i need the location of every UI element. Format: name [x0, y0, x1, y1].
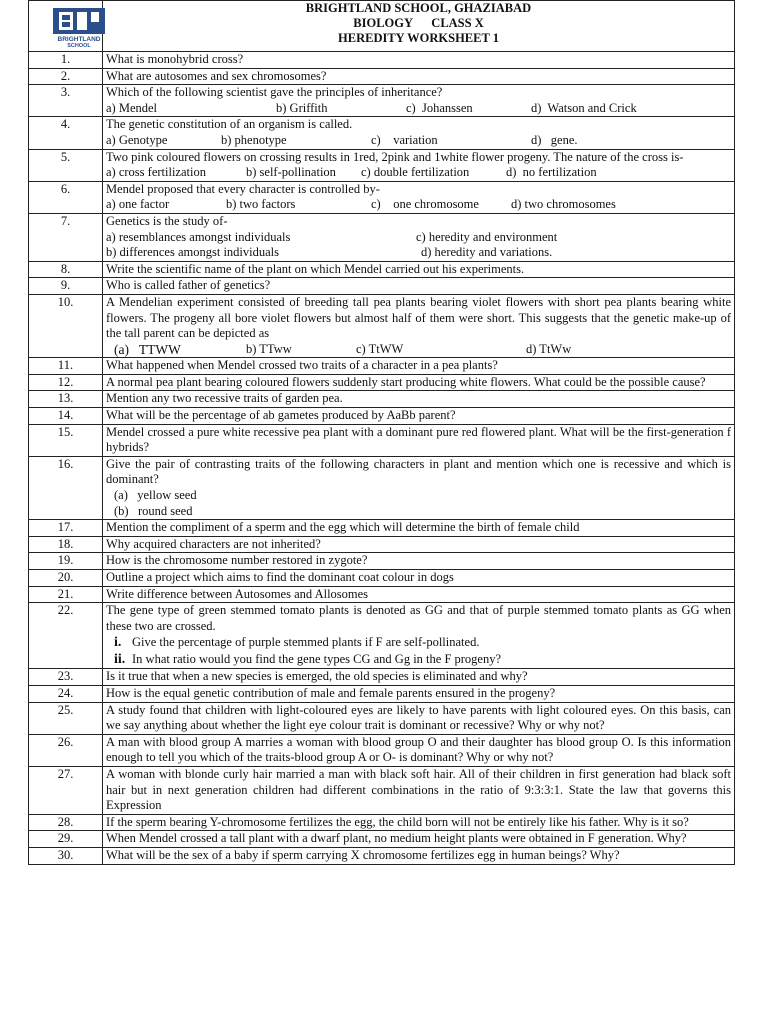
question-cell	[103, 117, 735, 149]
question-text: What are autosomes and sex chromosomes?	[106, 68, 327, 83]
question-row	[29, 553, 735, 570]
question-number: 11.	[29, 358, 103, 375]
option: d) Watson and Crick	[531, 100, 637, 115]
question-text: A normal pea plant bearing coloured flowers suddenly start producing white flowers. What could be the possible cause?	[106, 374, 706, 389]
question-number: 6.	[29, 181, 103, 213]
question-text: When Mendel crossed a tall plant with a dwarf plant, no medium height plants were obtained in F generation. Why?	[106, 831, 687, 846]
question-text: Write the scientific name of the plant on which Mendel carried out his experiments.	[106, 261, 525, 276]
question-cell	[103, 456, 735, 519]
question-text: Write difference between Autosomes and Allosomes	[106, 586, 369, 601]
option: b) self-pollination	[246, 165, 336, 180]
question-cell	[103, 408, 735, 425]
question-row	[29, 570, 735, 587]
question-row	[29, 847, 735, 864]
question-cell	[103, 294, 735, 357]
option: (a) yellow seed	[114, 488, 197, 503]
question-cell	[103, 669, 735, 686]
question-number: 19.	[29, 553, 103, 570]
question-row	[29, 586, 735, 603]
title-cell	[103, 1, 735, 52]
question-number: 1.	[29, 52, 103, 69]
subject-line: BIOLOGY CLASS X	[353, 16, 484, 30]
question-row	[29, 702, 735, 734]
option: d) gene.	[531, 132, 578, 147]
question-number: 27.	[29, 766, 103, 814]
logo-cell	[29, 1, 103, 52]
question-row	[29, 181, 735, 213]
question-row	[29, 117, 735, 149]
question-cell	[103, 52, 735, 69]
question-number: 28.	[29, 814, 103, 831]
question-number: 18.	[29, 536, 103, 553]
question-number: 5.	[29, 149, 103, 181]
question-row	[29, 424, 735, 456]
question-cell	[103, 261, 735, 278]
question-cell	[103, 553, 735, 570]
school-logo	[47, 6, 111, 48]
option: d) no fertilization	[506, 165, 597, 180]
school-name: BRIGHTLAND SCHOOL, GHAZIABAD	[305, 1, 532, 15]
question-table	[28, 0, 735, 865]
question-number: 7.	[29, 213, 103, 261]
question-text: Why acquired characters are not inherited?	[106, 536, 321, 551]
option: c) one chromosome	[371, 197, 479, 212]
option: a) Genotype	[106, 132, 168, 147]
question-text: Outline a project which aims to find the dominant coat colour in dogs	[106, 570, 454, 584]
question-cell	[103, 766, 735, 814]
question-number: 25.	[29, 702, 103, 734]
question-text: Mention the compliment of a sperm and the egg which will determine the birth of female child	[106, 520, 580, 535]
question-number: 26.	[29, 734, 103, 766]
question-row	[29, 685, 735, 702]
option: d) heredity and variations.	[421, 245, 553, 260]
question-text: What will be the percentage of ab gametes produced by AaBb parent?	[106, 408, 456, 423]
question-text: What is monohybrid cross?	[106, 52, 244, 66]
worksheet-title: HEREDITY WORKSHEET 1	[338, 31, 499, 45]
question-cell	[103, 685, 735, 702]
question-number: 8.	[29, 261, 103, 278]
option: c) TtWW	[356, 341, 404, 356]
question-number: 24.	[29, 685, 103, 702]
question-text: Which of the following scientist gave the principles of inheritance?	[106, 85, 443, 100]
question-cell	[103, 278, 735, 295]
question-row	[29, 213, 735, 261]
question-text: The gene type of green stemmed tomato plants is denoted as GG and that of purple stemmed tomato plants as GG when these two are crossed.	[106, 603, 731, 633]
question-cell	[103, 702, 735, 734]
question-number: 21.	[29, 586, 103, 603]
option: b) phenotype	[221, 132, 287, 147]
question-cell	[103, 85, 735, 117]
question-text: If the sperm bearing Y-chromosome fertilizes the egg, the child born will not be entirely like his father. Why is it so?	[106, 814, 689, 829]
question-number: 20.	[29, 570, 103, 587]
question-row	[29, 261, 735, 278]
question-number: 30.	[29, 847, 103, 864]
question-row	[29, 831, 735, 848]
option: b) two factors	[226, 197, 296, 212]
question-row	[29, 814, 735, 831]
question-cell	[103, 603, 735, 669]
question-text: Give the pair of contrasting traits of the following characters in plant and mention which one is recessive and which is dominant?	[106, 456, 731, 487]
question-row	[29, 52, 735, 69]
question-number: 22.	[29, 603, 103, 669]
question-row	[29, 358, 735, 375]
question-cell	[103, 570, 735, 587]
question-number: 3.	[29, 85, 103, 117]
question-text: Genetics is the study of-	[106, 213, 228, 228]
option: a) one factor	[106, 197, 170, 212]
question-number: 10.	[29, 294, 103, 357]
question-text: Who is called father of genetics?	[106, 278, 271, 293]
question-number: 13.	[29, 391, 103, 408]
question-row	[29, 536, 735, 553]
question-row	[29, 456, 735, 519]
option: a) resemblances amongst individuals	[106, 229, 291, 244]
svg-text:SCHOOL: SCHOOL	[67, 43, 91, 48]
question-row	[29, 374, 735, 391]
sub-item-numeral: i.	[114, 635, 122, 651]
question-row	[29, 68, 735, 85]
option: d) two chromosomes	[511, 197, 616, 212]
question-row	[29, 294, 735, 357]
question-number: 29.	[29, 831, 103, 848]
question-cell	[103, 68, 735, 85]
question-cell	[103, 586, 735, 603]
question-row	[29, 734, 735, 766]
svg-text:BRIGHTLAND: BRIGHTLAND	[57, 36, 101, 43]
option: c) Johanssen	[406, 100, 473, 115]
question-cell	[103, 424, 735, 456]
option: d) TtWw	[526, 341, 572, 356]
question-cell	[103, 358, 735, 375]
question-text: A Mendelian experiment consisted of breeding tall pea plants bearing violet flowers with short pea plants bearing white flowers. The progeny all bore violet flowers but almost half of them were short. This suggests that the genetic make-up of the tall parent can be depicted as	[106, 294, 731, 341]
question-number: 14.	[29, 408, 103, 425]
question-number: 12.	[29, 374, 103, 391]
question-cell	[103, 213, 735, 261]
question-text: How is the equal genetic contribution of male and female parents ensured in the progeny?	[106, 685, 556, 700]
question-cell	[103, 374, 735, 391]
option: a) cross fertilization	[106, 165, 206, 180]
question-number: 16.	[29, 456, 103, 519]
question-text: What happened when Mendel crossed two traits of a character in a pea plants?	[106, 358, 498, 373]
question-cell	[103, 520, 735, 537]
option: (a) TTWW	[114, 341, 181, 357]
question-row	[29, 391, 735, 408]
question-row	[29, 766, 735, 814]
sub-item-text: In what ratio would you find the gene types CG and Gg in the F progeny?	[132, 652, 502, 667]
question-cell	[103, 391, 735, 408]
option: b) differences amongst individuals	[106, 245, 279, 260]
question-cell	[103, 181, 735, 213]
question-text: Mention any two recessive traits of garden pea.	[106, 391, 343, 406]
question-row	[29, 149, 735, 181]
question-cell	[103, 814, 735, 831]
header-row	[29, 1, 735, 52]
option: c) heredity and environment	[416, 229, 558, 244]
option: (b) round seed	[114, 503, 193, 518]
question-text: How is the chromosome number restored in zygote?	[106, 553, 368, 568]
question-number: 4.	[29, 117, 103, 149]
question-number: 2.	[29, 68, 103, 85]
question-text: Mendel proposed that every character is controlled by-	[106, 181, 380, 196]
question-row	[29, 669, 735, 686]
sub-item-numeral: ii.	[114, 652, 126, 668]
worksheet	[28, 0, 734, 865]
question-cell	[103, 734, 735, 766]
question-row	[29, 278, 735, 295]
question-text: The genetic constitution of an organism is called.	[106, 117, 353, 132]
question-text: A study found that children with light-coloured eyes are likely to have parents with light coloured eyes. On this basis, can we say anything about whether the light eye colour trait is dominant or recessive? Why or why not?	[106, 702, 731, 733]
option: c) variation	[371, 132, 438, 147]
question-text: A woman with blonde curly hair married a man with black soft hair. All of their children in first generation had black soft hair but in next generation children had different combinations in the ratio of 9:3:3:1. State the law that governs this Expression	[106, 766, 731, 813]
question-row	[29, 603, 735, 669]
question-text: A man with blood group A marries a woman with blood group O and their daughter has blood group O. Is this information enough to tell you which of the traits-blood group A or O- is dominant? Why or why not?	[106, 734, 731, 765]
question-text: Two pink coloured flowers on crossing results in 1red, 2pink and 1white flower progeny. The nature of the cross is-	[106, 149, 684, 164]
question-row	[29, 85, 735, 117]
question-number: 23.	[29, 669, 103, 686]
question-text: Mendel crossed a pure white recessive pea plant with a dominant pure red flowered plant. What will be the first-generation f hybrids?	[106, 424, 731, 455]
question-cell	[103, 149, 735, 181]
question-number: 17.	[29, 520, 103, 537]
sub-item-text: Give the percentage of purple stemmed plants if F are self-pollinated.	[132, 635, 480, 650]
question-row	[29, 408, 735, 425]
question-cell	[103, 847, 735, 864]
question-number: 9.	[29, 278, 103, 295]
option: a) Mendel	[106, 100, 158, 115]
question-number: 15.	[29, 424, 103, 456]
option: b) Griffith	[276, 100, 328, 115]
option: c) double fertilization	[361, 165, 470, 180]
question-text: What will be the sex of a baby if sperm carrying X chromosome fertilizes egg in human beings? Why?	[106, 847, 620, 862]
question-row	[29, 520, 735, 537]
question-cell	[103, 536, 735, 553]
option: b) TTww	[246, 341, 292, 356]
question-text: Is it true that when a new species is emerged, the old species is eliminated and why?	[106, 669, 528, 684]
question-cell	[103, 831, 735, 848]
